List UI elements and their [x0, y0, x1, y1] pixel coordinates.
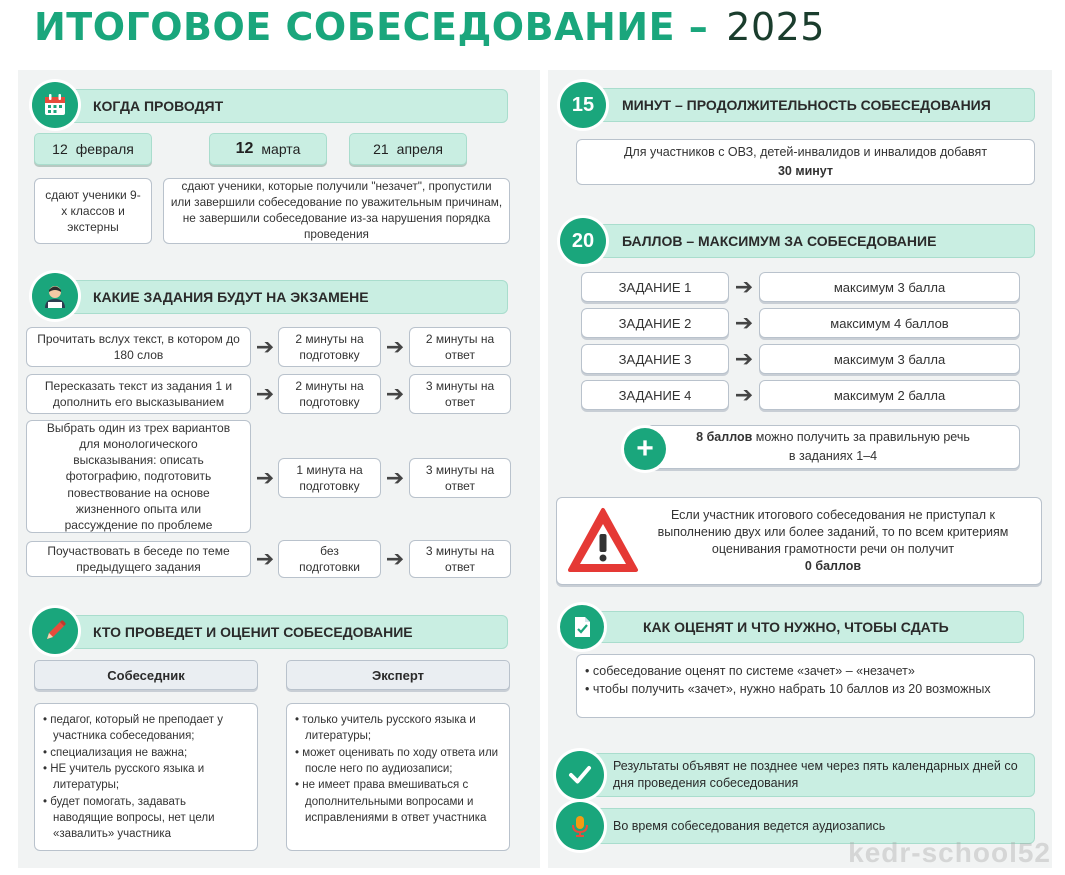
points-header: [563, 224, 1035, 258]
bonus-line-1: [696, 429, 970, 446]
arrow-right-icon: ➔: [385, 334, 405, 359]
bonus-line-2: в заданиях 1–4: [788, 449, 878, 463]
when-header-label: КОГДА ПРОВОДЯТ: [93, 98, 224, 114]
expert-title: Эксперт: [286, 660, 510, 690]
calendar-icon: [42, 92, 68, 118]
bonus-note: [646, 425, 1020, 469]
student-icon-circle: [32, 273, 78, 319]
task-row-2-prep: 2 минуты на подготовку: [278, 374, 381, 414]
task-row-4-prep: без подготовки: [278, 540, 381, 578]
list-item: • педагог, который не преподает у участника собеседования;: [43, 712, 249, 745]
task-row-3-prep: 1 минута на подготовку: [278, 458, 381, 498]
tasks-header-label: КАКИЕ ЗАДАНИЯ БУДУТ НА ЭКЗАМЕНЕ: [93, 289, 369, 305]
duration-extra: 30 минут: [777, 164, 834, 178]
microphone-icon: [567, 813, 593, 839]
points-max-1: максимум 3 балла: [759, 272, 1020, 302]
arrow-right-icon: ➔: [734, 346, 754, 371]
grading-list: [576, 654, 1035, 718]
duration-note-text: Для участников с ОВЗ, детей-инвалидов и инвалидов добавят: [623, 145, 988, 160]
results-box: [584, 753, 1035, 797]
arrow-right-icon: ➔: [255, 334, 275, 359]
points-max-2: максимум 4 баллов: [759, 308, 1020, 338]
when-note-retake: сдают ученики, которые получили "незачет", пропустили или завершили собеседование по уважительным причинам, не завершили собеседование из-за нарушения порядка проведения: [163, 178, 510, 244]
warning-result: 0 баллов: [804, 558, 862, 573]
interlocutor-title: Собеседник: [34, 660, 258, 690]
interlocutor-list: [34, 703, 258, 851]
bonus-text: можно получить за правильную речь: [755, 430, 970, 445]
task-row-1-desc: Прочитать вслух текст, в котором до 180 слов: [26, 327, 251, 367]
date-day: 12: [235, 140, 254, 157]
when-note-main: сдают ученики 9-х классов и экстерны: [34, 178, 152, 244]
page-title: [34, 4, 825, 50]
task-row-3-desc: Выбрать один из трех вариантов для монологического высказывания: описать фотографию, подготовить повествование на основе жизненного опыта или рассуждение по проблеме: [26, 420, 251, 533]
duration-number: 15: [560, 82, 606, 128]
list-item: • будет помогать, задавать наводящие вопросы, нет цели «завалить» участника: [43, 794, 249, 843]
date-march: [209, 133, 327, 165]
arrow-right-icon: ➔: [734, 382, 754, 407]
grading-header: [584, 611, 1024, 643]
arrow-right-icon: ➔: [385, 381, 405, 406]
points-number: 20: [560, 218, 606, 264]
arrow-right-icon: ➔: [255, 381, 275, 406]
task-row-3-answer: 3 минуты на ответ: [409, 458, 511, 498]
date-month: февраля: [75, 141, 134, 157]
tasks-header: [34, 280, 508, 314]
duration-note: [576, 139, 1035, 185]
who-header: [34, 615, 508, 649]
who-header-label: КТО ПРОВЕДЕТ И ОЦЕНИТ СОБЕСЕДОВАНИЕ: [93, 624, 413, 640]
plus-icon: +: [624, 428, 666, 470]
date-month: марта: [261, 141, 301, 157]
microphone-icon-circle: [556, 802, 604, 850]
task-row-4-answer: 3 минуты на ответ: [409, 540, 511, 578]
checkmark-icon-circle: [556, 751, 604, 799]
pencil-icon: [42, 618, 68, 644]
document-icon-circle: [560, 605, 604, 649]
points-task-4: ЗАДАНИЕ 4: [581, 380, 729, 410]
task-row-1-prep: 2 минуты на подготовку: [278, 327, 381, 367]
right-panel: [548, 70, 1052, 868]
list-item: • специализация не важна;: [43, 745, 249, 761]
list-item: • собеседование оценят по системе «зачет» – «незачет»: [585, 663, 1026, 681]
task-row-4-desc: Поучаствовать в беседе по теме предыдущего задания: [26, 541, 251, 577]
arrow-right-icon: ➔: [734, 310, 754, 335]
calendar-icon-circle: [32, 82, 78, 128]
arrow-right-icon: ➔: [255, 465, 275, 490]
duration-header-label: МИНУТ – ПРОДОЛЖИТЕЛЬНОСТЬ СОБЕСЕДОВАНИЯ: [622, 97, 991, 113]
points-task-2: ЗАДАНИЕ 2: [581, 308, 729, 338]
list-item: • не имеет права вмешиваться с дополнительными вопросами и исправлениями в ответ участника: [295, 777, 501, 826]
points-max-4: максимум 2 балла: [759, 380, 1020, 410]
results-text: Результаты объявят не позднее чем через пять календарных дней со дня проведения собеседования: [613, 759, 1018, 790]
arrow-right-icon: ➔: [385, 546, 405, 571]
list-item: • может оценивать по ходу ответа или после него по аудиозаписи;: [295, 745, 501, 778]
document-check-icon: [570, 615, 594, 639]
task-row-2-answer: 3 минуты на ответ: [409, 374, 511, 414]
points-header-label: БАЛЛОВ – МАКСИМУМ ЗА СОБЕСЕДОВАНИЕ: [622, 233, 937, 249]
arrow-right-icon: ➔: [255, 546, 275, 571]
checkmark-icon: [565, 760, 595, 790]
pencil-icon-circle: [32, 608, 78, 654]
expert-list: [286, 703, 510, 851]
date-day: 21: [373, 141, 389, 157]
list-item: • чтобы получить «зачет», нужно набрать 10 баллов из 20 возможных: [585, 681, 1026, 699]
student-icon: [41, 282, 69, 310]
points-task-1: ЗАДАНИЕ 1: [581, 272, 729, 302]
when-header: [34, 89, 508, 123]
warning-text: Если участник итогового собеседования не приступал к выполнению двух или более заданий, то по всем критериям оценивания грамотности речи он получит: [657, 508, 1009, 556]
bonus-points: 8 баллов: [696, 430, 753, 445]
list-item: • только учитель русского языка и литературы;: [295, 712, 501, 745]
date-day: 12: [52, 141, 68, 157]
list-item: • НЕ учитель русского языка и литературы;: [43, 761, 249, 794]
task-row-1-answer: 2 минуты на ответ: [409, 327, 511, 367]
task-row-2-desc: Пересказать текст из задания 1 и дополнить его высказыванием: [26, 374, 251, 414]
audio-text: Во время собеседования ведется аудиозапись: [613, 819, 886, 833]
warning-icon: [566, 504, 640, 578]
points-max-3: максимум 3 балла: [759, 344, 1020, 374]
date-april: [349, 133, 467, 165]
duration-header: [563, 88, 1035, 122]
date-month: апреля: [396, 141, 443, 157]
date-february: [34, 133, 152, 165]
title-year: 2025: [726, 5, 825, 49]
arrow-right-icon: ➔: [734, 274, 754, 299]
arrow-right-icon: ➔: [385, 465, 405, 490]
watermark: kedr-school52: [848, 837, 1051, 868]
grading-header-label: КАК ОЦЕНЯТ И ЧТО НУЖНО, ЧТОБЫ СДАТЬ: [643, 619, 949, 635]
title-main: ИТОГОВОЕ СОБЕСЕДОВАНИЕ –: [34, 5, 709, 49]
points-task-3: ЗАДАНИЕ 3: [581, 344, 729, 374]
